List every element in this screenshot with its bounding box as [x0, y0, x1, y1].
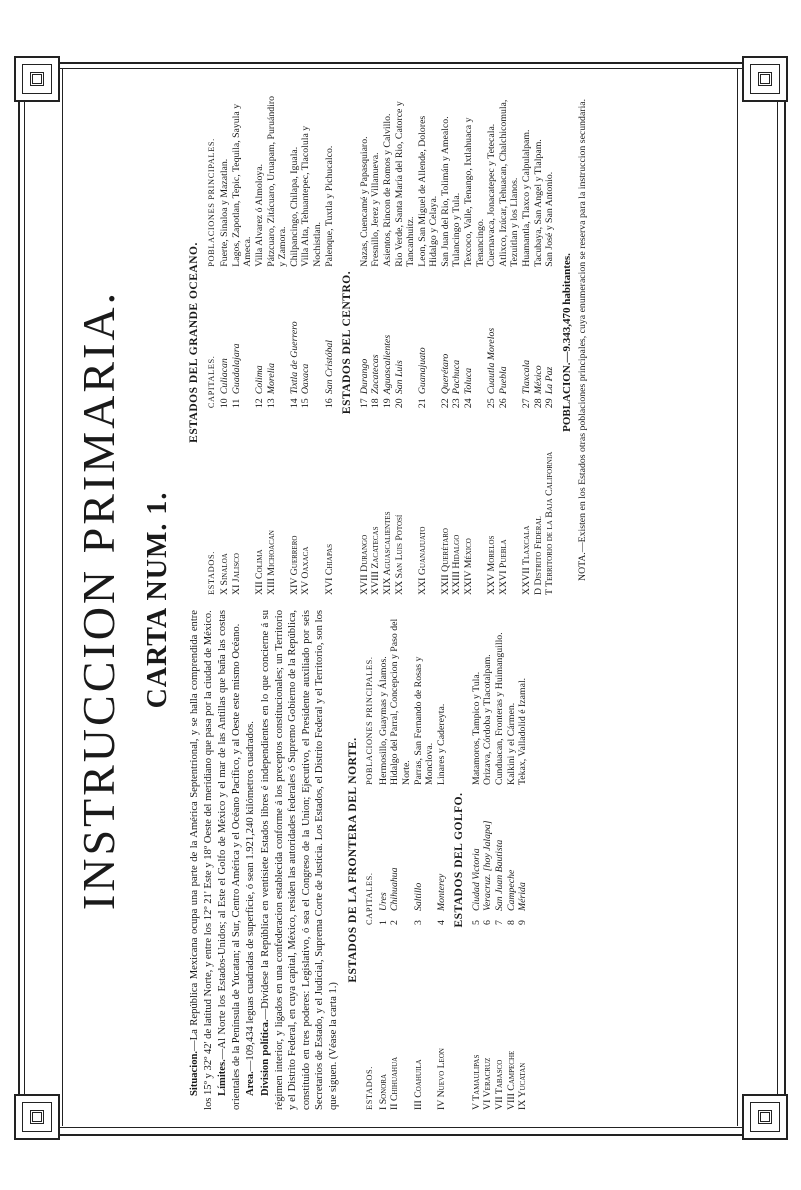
- division-text: —Divídese la República en ventisiete Estados libres é independientes en lo que concierne á su régimen interior, y ligados en una confederacion establecida conforme á los preceptos constitucionales; un Territorio y el Distrito Federal, en cuya capital, México, residen las autoridades federales ó Supremo Gobierno de la República, constituido en tres poderes: Legislativo, ó sea el Congreso de la Union; Ejecutivo, el Presidente auxiliado por seis Secretarios de Estado, y el Judicial, Suprema Corte de Justicia. Los Estados, el Distrito Federal y el Territorio, son los que siguen. (Véase la carta 1.): [259, 610, 339, 1110]
- table-row: [451, 90, 463, 595]
- capital-number: 6: [482, 920, 494, 925]
- capital-name: Zacatecas: [370, 354, 382, 395]
- capital-name: San Juan Bautista: [494, 839, 506, 911]
- capital-number: 19: [381, 398, 393, 409]
- capital-cell: [544, 267, 556, 408]
- table-row: [370, 90, 382, 595]
- capital-cell: [417, 267, 440, 408]
- capital-cell: [382, 267, 394, 408]
- table-row: [521, 90, 533, 595]
- towns-cell: Tacubaya, San Angel y Tlalpam.: [532, 139, 544, 267]
- left-column: [188, 610, 801, 1110]
- capital-name: Veracruz. [hoy Jalapa]: [482, 820, 494, 911]
- table-row: [471, 610, 483, 1110]
- towns-cell: Atlixco, Izúcar, Tehuacan, Chalchicomula, Tezuitlan y los Llanos.: [497, 99, 521, 267]
- towns-cell: Chilpancingo, Chilapa, Iguala.: [288, 146, 300, 267]
- capital-number: 23: [451, 398, 463, 409]
- table-oceano: [206, 90, 336, 595]
- area-paragraph: [244, 610, 258, 1110]
- capital-name: Ures: [377, 892, 389, 911]
- table-norte: [364, 610, 447, 1110]
- state-name: XVIII Zacatecas: [370, 526, 382, 595]
- towns-cell: Cuernavaca, Jonacatepec y Tetecala.: [486, 123, 498, 267]
- state-name: XXV Morelos: [486, 535, 498, 595]
- table-row: [266, 90, 289, 595]
- table-row: [394, 90, 417, 595]
- state-name: XXIV México: [463, 538, 475, 595]
- table-row: [389, 610, 412, 1110]
- col-header-poblaciones: POBLACIONES PRINCIPALES.: [206, 138, 216, 267]
- capital-name: Saltillo: [412, 882, 424, 911]
- towns-cell: Texcoco, Valle, Tenango, Ixtlahuaca y Tenancingo.: [463, 117, 486, 267]
- capital-name: Tlaxcala: [521, 359, 533, 395]
- capital-cell: [517, 785, 529, 925]
- towns-cell: Parras, San Fernando de Rosas y Monclova.: [412, 656, 436, 785]
- towns-cell: Palenque, Tuxtla y Pichucalco.: [323, 145, 335, 267]
- nota-paragraph: NOTA.—Existen en los Estados otras poblaciones principales, cuya enumeracion se reserva para la instruccion secundaria.: [577, 98, 589, 581]
- capital-number: 11: [230, 398, 242, 409]
- rotated-page: [70, 90, 730, 1110]
- table-row: [219, 90, 231, 595]
- table-row: [417, 90, 440, 595]
- col-header-poblaciones: POBLACIONES PRINCIPALES.: [365, 656, 375, 785]
- capital-name: Pachuca: [451, 359, 463, 395]
- state-name: XIX Aguascalientes: [381, 511, 393, 595]
- capital-cell: [506, 785, 518, 925]
- capital-name: Cuautla Morelos: [486, 327, 498, 395]
- capital-number: 5: [470, 920, 482, 925]
- capital-number: 20: [393, 398, 405, 409]
- towns-cell: Rio Verde, Santa María del Rio, Catorce y Tancanhuitz.: [393, 101, 417, 267]
- towns-cell: Villa Alta, Tehuantepec, Tlacolula y Nochistlan.: [300, 125, 323, 267]
- capital-number: 3: [412, 920, 424, 925]
- col-header-estados: ESTADOS.: [206, 551, 216, 595]
- state-name: XI Jalisco: [230, 553, 242, 595]
- section-heading-centro: ESTADOS DEL CENTRO.: [341, 270, 354, 415]
- capital-cell: [413, 785, 436, 925]
- table-centro: [359, 90, 556, 595]
- capital-name: Durango: [358, 358, 370, 395]
- table-row: [440, 90, 452, 595]
- table-row: [231, 90, 254, 595]
- state-name: XVII Durango: [358, 534, 370, 595]
- state-name: XXVI Puebla: [497, 539, 509, 595]
- state-name: D Distrito Federal: [532, 516, 544, 595]
- state-name: XXVII Tlaxcala: [521, 525, 533, 595]
- state-name: XIV Guerrero: [288, 535, 300, 595]
- capital-number: 21: [416, 398, 428, 409]
- capital-number: 14: [288, 398, 300, 409]
- capital-cell: [254, 267, 266, 408]
- capital-number: 2: [389, 920, 401, 925]
- capital-cell: [389, 785, 412, 925]
- towns-cell: Leon, San Miguel de Allende, Dolores Hidalgo y Celaya.: [416, 115, 440, 267]
- table-row: [413, 610, 436, 1110]
- towns-cell: Huamantla, Tlaxco y Calpulalpam.: [521, 129, 533, 267]
- capital-number: 13: [265, 398, 277, 409]
- towns-cell: Matamoros, Tampico y Tula.: [470, 671, 482, 785]
- capital-name: Campeche: [505, 869, 517, 911]
- capital-number: 1: [377, 920, 389, 925]
- capital-cell: [463, 267, 486, 408]
- state-name: VII Tabasco: [494, 1059, 506, 1110]
- situacion-text: —La República Mexicana ocupa una parte de la América Septentrional, y se halla comprendida entre los 15º y 32º 42' de latitud Norte, y entre los 12º 21' Este y 18º Oeste del meridiano que pasa por la ciudad de México.: [189, 610, 214, 1110]
- corner-ornament-bottom-left: [14, 1094, 60, 1140]
- capital-number: 10: [219, 398, 231, 409]
- towns-cell: Fuerte, Sinaloa y Mazatlan.: [219, 158, 231, 267]
- capital-number: 26: [497, 398, 509, 409]
- col-header-capitales: CAPITALES.: [365, 872, 375, 925]
- table-row: [254, 90, 266, 595]
- area-text: —109,434 leguas cuadradas de superficie, ó sean 1.921,240 kilómetros cuadrados.: [245, 721, 257, 1072]
- state-name: III Coahuila: [412, 1059, 424, 1110]
- towns-cell: Hermosillo, Guaymas y Álamos.: [377, 656, 389, 785]
- capital-name: Ciudad Victoria: [470, 848, 482, 911]
- capital-cell: [266, 267, 289, 408]
- section-heading-oceano: ESTADOS DEL GRANDE OCEANO.: [188, 242, 200, 443]
- capital-number: 12: [253, 398, 265, 409]
- towns-cell: Cunduacan, Fronteras y Huimanguillo.: [494, 632, 506, 785]
- state-name: XIII Michoacan: [265, 530, 277, 595]
- corner-ornament-top-left: [14, 56, 60, 102]
- capital-name: Puebla: [497, 366, 509, 395]
- state-name: XXII Querétaro: [439, 528, 451, 595]
- table-row: [289, 90, 301, 595]
- capital-name: Culiacan: [219, 358, 231, 395]
- situacion-paragraph: [188, 610, 215, 1110]
- towns-cell: Kalkini y el Cármen.: [505, 702, 517, 785]
- table-row: [382, 90, 394, 595]
- table-row: [324, 90, 336, 595]
- capital-number: 24: [463, 398, 475, 409]
- limites-lead: Límites.: [217, 1059, 229, 1096]
- capital-number: 27: [521, 398, 533, 409]
- capital-cell: [300, 267, 323, 408]
- capital-cell: [482, 785, 494, 925]
- col-header-estados: ESTADOS.: [365, 1066, 375, 1110]
- state-name: V Tamaulipas: [470, 1054, 482, 1110]
- table-row: [517, 610, 529, 1110]
- capital-cell: [231, 267, 254, 408]
- capital-name: Guanajuato: [416, 347, 428, 395]
- state-name: VI Veracruz: [482, 1057, 494, 1110]
- towns-cell: San Juan del Rio, Tolimán y Amealco.: [439, 116, 451, 267]
- state-name: XII Colima: [253, 549, 265, 595]
- area-lead: Area.: [245, 1071, 257, 1096]
- capital-number: 28: [532, 398, 544, 409]
- towns-cell: Asientos, Rincon de Romos y Calvillo.: [381, 113, 393, 267]
- capital-number: 25: [486, 398, 498, 409]
- table-row: [482, 610, 494, 1110]
- capital-number: 18: [370, 398, 382, 409]
- poblacion-total: POBLACION.—9.343,470 habitantes.: [560, 253, 573, 432]
- table-row: [359, 90, 371, 595]
- table-row: [498, 90, 521, 595]
- table-row: [436, 610, 448, 1110]
- towns-cell: Lagos, Zapotlan, Tepic, Tequila, Sayula y Ameca.: [230, 103, 254, 267]
- capital-cell: [486, 267, 498, 408]
- capital-cell: [440, 267, 452, 408]
- situacion-lead: Situacion.: [189, 1050, 200, 1096]
- capital-cell: [436, 785, 448, 925]
- towns-cell: Fresnillo, Jerez y Villanueva.: [370, 152, 382, 267]
- right-column: [188, 90, 801, 595]
- capital-cell: [451, 267, 463, 408]
- table-row: [486, 90, 498, 595]
- capital-name: México: [532, 365, 544, 395]
- state-name: T Territorio de la Baja California: [544, 451, 556, 595]
- towns-cell: San José y San Antonio.: [544, 171, 556, 267]
- division-paragraph: [259, 610, 341, 1110]
- table-row: [533, 90, 545, 595]
- capital-name: Aguascalientes: [381, 334, 393, 395]
- capital-cell: [494, 785, 506, 925]
- capital-name: Toluca: [463, 367, 475, 395]
- capital-cell: [289, 267, 301, 408]
- towns-cell: Hidalgo del Parral, Concepcion y Paso del Norte.: [389, 618, 412, 785]
- state-name: XV Oaxaca: [300, 546, 312, 595]
- towns-cell: Villa Alvarez ó Almoloya.: [253, 163, 265, 267]
- towns-cell: Pátzcuaro, Zitácuaro, Uruapam, Puruándiro y Zamora.: [265, 95, 289, 267]
- capital-cell: [370, 267, 382, 408]
- page-title: INSTRUCCION PRIMARIA.: [73, 289, 124, 911]
- capital-cell: [378, 785, 390, 925]
- towns-cell: Linares y Cadereyta.: [435, 703, 447, 785]
- capital-number: 15: [300, 398, 312, 409]
- capital-cell: [521, 267, 533, 408]
- towns-cell: Nazas, Cuencamé y Papasquiaro.: [358, 136, 370, 267]
- capital-name: Tixtla de Guerrero: [288, 321, 300, 395]
- table-row: [544, 90, 556, 595]
- capital-name: Colima: [253, 365, 265, 395]
- capital-cell: [219, 267, 231, 408]
- towns-cell: Tekax, Valladolid é Izamal.: [517, 677, 529, 785]
- state-name: XX San Luis Potosí: [393, 514, 405, 595]
- capital-name: La Paz: [544, 366, 556, 395]
- table-row: [494, 610, 506, 1110]
- state-name: VIII Campeche: [505, 1050, 517, 1110]
- towns-cell: Orizava, Córdoba y Tlacotalpam.: [482, 654, 494, 785]
- table-golfo: [471, 610, 529, 1110]
- limites-paragraph: [216, 610, 243, 1110]
- section-heading-golfo: ESTADOS DEL GOLFO.: [453, 792, 466, 928]
- capital-number: 4: [435, 920, 447, 925]
- capital-name: Monterey: [435, 873, 447, 911]
- capital-number: 7: [494, 920, 506, 925]
- state-name: XVI Chiapas: [323, 543, 335, 595]
- table-row: [463, 90, 486, 595]
- division-lead: Division política.: [259, 1019, 271, 1096]
- state-name: IV Nuevo Leon: [435, 1048, 447, 1110]
- page-subtitle: CARTA NUM. 1.: [142, 491, 173, 709]
- capital-name: Querétaro: [439, 353, 451, 395]
- capital-number: 17: [358, 398, 370, 409]
- towns-cell: Tulancingo y Tula.: [451, 192, 463, 267]
- state-name: I Sonora: [377, 1073, 389, 1110]
- limites-text: —Al Norte los Estados-Unidos; al Este el Golfo de México y el mar de las Antillas que baña las costas orientales de la Península de Yucatan; al Sur, Centro América y el Océano Pacífico, y al Oeste este mismo Océano.: [217, 610, 242, 1110]
- capital-cell: [533, 267, 545, 408]
- table-row: [506, 610, 518, 1110]
- table-row: [300, 90, 323, 595]
- capital-number: 16: [323, 398, 335, 409]
- capital-name: San Luis: [393, 360, 405, 395]
- capital-cell: [471, 785, 483, 925]
- capital-cell: [359, 267, 371, 408]
- state-name: XXI Guanajuato: [416, 526, 428, 595]
- capital-name: Mérida: [517, 882, 529, 911]
- capital-number: 29: [544, 398, 556, 409]
- state-name: II Chihuahua: [389, 1056, 401, 1110]
- capital-name: Guadalajara: [230, 343, 242, 395]
- state-name: XXIII Hidalgo: [451, 534, 463, 595]
- section-heading-norte: ESTADOS DE LA FRONTERA DEL NORTE.: [346, 737, 359, 983]
- capital-name: Chihuahua: [389, 867, 401, 911]
- capital-cell: [324, 267, 336, 408]
- capital-number: 8: [505, 920, 517, 925]
- capital-number: 9: [517, 920, 529, 925]
- capital-name: San Cristóbal: [323, 339, 335, 395]
- capital-cell: [498, 267, 521, 408]
- table-row: [378, 610, 390, 1110]
- capital-name: Oaxaca: [300, 363, 312, 395]
- col-header-capitales: CAPITALES.: [206, 355, 216, 409]
- state-name: X Sinaloa: [219, 553, 231, 595]
- state-name: IX Yucatan: [517, 1062, 529, 1110]
- capital-cell: [394, 267, 417, 408]
- capital-name: Morelia: [265, 362, 277, 395]
- capital-number: 22: [439, 398, 451, 409]
